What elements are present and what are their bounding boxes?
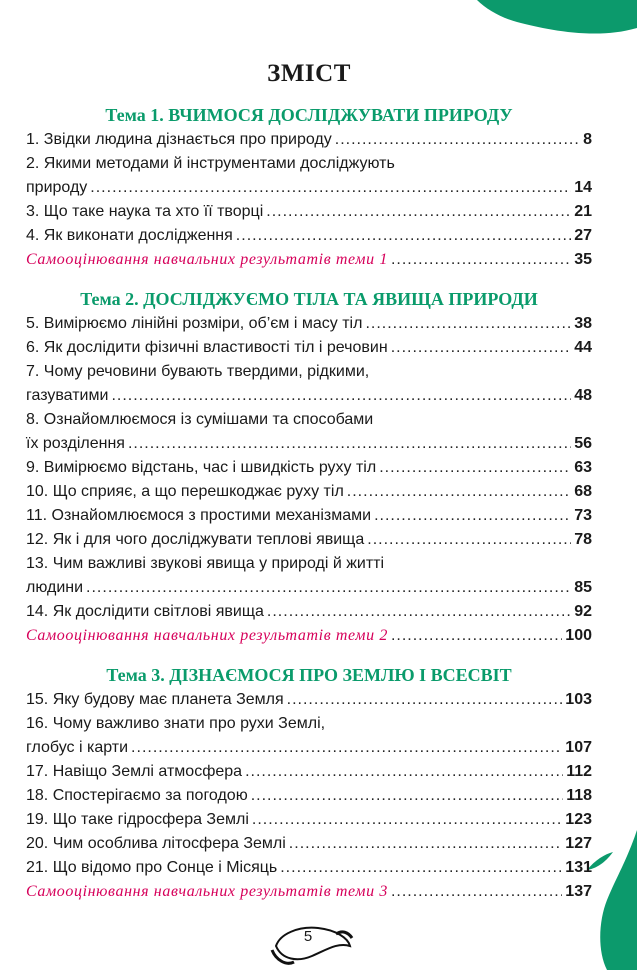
toc-entry-line <box>26 784 592 808</box>
self-assessment-page: 137 <box>565 883 592 900</box>
toc-entry[interactable] <box>26 760 592 784</box>
toc-entry-title: 14. Як дослідити світлові явища <box>26 603 264 620</box>
dot-leader <box>131 736 562 760</box>
toc-entry[interactable] <box>26 688 592 712</box>
toc-entry-title: 18. Спостерігаємо за погодою <box>26 787 248 804</box>
toc-section <box>26 103 592 272</box>
dot-leader <box>86 576 571 600</box>
toc-entry-line <box>26 760 592 784</box>
toc-entry-page: 68 <box>574 483 592 500</box>
toc-entry-line <box>26 336 592 360</box>
dot-leader <box>251 784 563 808</box>
toc-entry-page: 78 <box>574 531 592 548</box>
dot-leader <box>128 432 571 456</box>
dot-leader <box>367 528 571 552</box>
dot-leader <box>280 856 562 880</box>
toc-entry-page: 118 <box>566 787 592 804</box>
toc-entry-page: 21 <box>574 203 592 220</box>
toc-entry[interactable] <box>26 552 592 600</box>
toc-entry[interactable] <box>26 128 592 152</box>
page-title: ЗМІСТ <box>267 60 351 87</box>
toc-entry-title: 10. Що сприяє, а що перешкоджає руху тіл <box>26 483 344 500</box>
toc-entry[interactable] <box>26 504 592 528</box>
dot-leader <box>289 832 563 856</box>
toc-entry-line <box>26 456 592 480</box>
toc-entry-line <box>26 880 592 904</box>
dot-leader <box>365 312 571 336</box>
toc-entry-line <box>26 408 592 432</box>
toc-entry[interactable] <box>26 528 592 552</box>
toc-entry-title: 11. Ознайомлюємося з простими механізмами <box>26 507 372 524</box>
dot-leader <box>236 224 571 248</box>
toc-entry-line <box>26 832 592 856</box>
toc-entry[interactable] <box>26 600 592 624</box>
toc-entry-title: 2. Якими методами й інструментами досліджують <box>26 155 395 172</box>
toc-entry-page: 103 <box>565 691 592 708</box>
toc-entry-title: природу <box>26 179 88 196</box>
toc-entry[interactable] <box>26 312 592 336</box>
dot-leader <box>379 456 571 480</box>
toc-entry-title: 12. Як і для чого досліджувати теплові явища <box>26 531 365 548</box>
toc-entry-title: 9. Вимірюємо відстань, час і швидкість руху тіл <box>26 459 377 476</box>
toc-entry-line <box>26 224 592 248</box>
dot-leader <box>245 760 563 784</box>
toc-entry-title: 16. Чому важливо знати про рухи Землі, <box>26 715 326 732</box>
toc-entry-page: 123 <box>565 811 592 828</box>
toc-entry-line <box>26 528 592 552</box>
toc-entry-title: 6. Як дослідити фізичні властивості тіл і речовин <box>26 339 388 356</box>
dot-leader <box>391 624 562 648</box>
dot-leader <box>267 600 571 624</box>
page-number: 5 <box>303 928 313 945</box>
dot-leader <box>391 880 562 904</box>
toc-entry-title: 1. Звідки людина дізнається про природу <box>26 131 332 148</box>
toc-entry-line <box>26 384 592 408</box>
toc-entry-page: 56 <box>574 435 592 452</box>
toc-entry[interactable] <box>26 456 592 480</box>
dot-leader <box>335 128 580 152</box>
toc-entry-line <box>26 552 592 576</box>
toc-entry[interactable] <box>26 856 592 880</box>
toc-entry[interactable] <box>26 200 592 224</box>
toc-entry-title: газуватими <box>26 387 109 404</box>
toc-entry-line <box>26 312 592 336</box>
dot-leader <box>90 176 571 200</box>
toc-entry-line <box>26 504 592 528</box>
top-right-green-decoration <box>447 0 637 40</box>
toc-entry-page: 131 <box>565 859 592 876</box>
toc-entry[interactable] <box>26 360 592 408</box>
toc-entry-line <box>26 248 592 272</box>
toc-entry-title: 8. Ознайомлюємося із сумішами та способами <box>26 411 374 428</box>
toc-entry-title: 17. Навіщо Землі атмосфера <box>26 763 243 780</box>
toc-entry-line <box>26 200 592 224</box>
toc-entry-line <box>26 576 592 600</box>
dot-leader <box>391 336 572 360</box>
section-title: Тема 2. ДОСЛІДЖУЄМО ТІЛА ТА ЯВИЩА ПРИРОДИ <box>80 289 538 309</box>
toc-entry[interactable] <box>26 224 592 248</box>
toc-entry[interactable] <box>26 152 592 200</box>
toc-entry-title: 20. Чим особлива літосфера Землі <box>26 835 286 852</box>
self-assessment-entry[interactable] <box>26 880 592 904</box>
toc-entry-line <box>26 360 592 384</box>
toc-entry-title: 5. Вимірюємо лінійні розміри, об’єм і масу тіл <box>26 315 363 332</box>
toc-entry-page: 73 <box>574 507 592 524</box>
toc-entry-page: 92 <box>574 603 592 620</box>
toc-entry-title: 7. Чому речовини бувають твердими, рідкими, <box>26 363 370 380</box>
toc-entry-title: їх розділення <box>26 435 125 452</box>
toc-entry-title: 13. Чим важливі звукові явища у природі й житті <box>26 555 385 572</box>
dot-leader <box>391 248 571 272</box>
self-assessment-title: Самооцінювання навчальних результатів теми 1 <box>26 251 388 268</box>
dot-leader <box>347 480 571 504</box>
toc-entry-line <box>26 176 592 200</box>
toc-entry-line <box>26 600 592 624</box>
self-assessment-page: 35 <box>574 251 592 268</box>
toc-entry-page: 112 <box>566 763 592 780</box>
toc-entry-page: 44 <box>574 339 592 356</box>
toc-entry-line <box>26 736 592 760</box>
self-assessment-page: 100 <box>565 627 592 644</box>
toc-entry-line <box>26 688 592 712</box>
toc-entry-title: 3. Що таке наука та хто її творці <box>26 203 264 220</box>
toc-entry-title: глобус і карти <box>26 739 129 756</box>
toc-section <box>26 663 592 904</box>
dot-leader <box>111 384 571 408</box>
toc-entry-page: 27 <box>574 227 592 244</box>
toc-entry-line <box>26 152 592 176</box>
dot-leader <box>266 200 571 224</box>
toc-entry-page: 8 <box>583 131 592 148</box>
toc-entry-line <box>26 432 592 456</box>
toc-entry-title: людини <box>26 579 84 596</box>
toc-entry-title: 4. Як виконати дослідження <box>26 227 233 244</box>
toc-entry-page: 107 <box>565 739 592 756</box>
toc-entry-line <box>26 808 592 832</box>
toc-section <box>26 287 592 648</box>
toc-entry-line <box>26 712 592 736</box>
toc-entry-line <box>26 856 592 880</box>
toc-entry-page: 63 <box>574 459 592 476</box>
toc-entry[interactable] <box>26 712 592 760</box>
toc-entry-line <box>26 128 592 152</box>
dot-leader <box>374 504 571 528</box>
section-title: Тема 1. ВЧИМОСЯ ДОСЛІДЖУВАТИ ПРИРОДУ <box>105 105 513 125</box>
toc-entry[interactable] <box>26 808 592 832</box>
toc-entry-title: 15. Яку будову має планета Земля <box>26 691 284 708</box>
self-assessment-title: Самооцінювання навчальних результатів теми 3 <box>26 883 388 900</box>
toc-entry-line <box>26 480 592 504</box>
toc-entry-page: 14 <box>574 179 592 196</box>
toc-entry-page: 127 <box>565 835 592 852</box>
toc-entry[interactable] <box>26 408 592 456</box>
toc-entry[interactable] <box>26 480 592 504</box>
self-assessment-title: Самооцінювання навчальних результатів теми 2 <box>26 627 388 644</box>
self-assessment-entry[interactable] <box>26 248 592 272</box>
toc-entry-title: 19. Що таке гідросфера Землі <box>26 811 249 828</box>
toc-entry[interactable] <box>26 784 592 808</box>
toc-entry-line <box>26 624 592 648</box>
toc-entry-page: 48 <box>574 387 592 404</box>
dot-leader <box>287 688 563 712</box>
section-title: Тема 3. ДІЗНАЄМОСЯ ПРО ЗЕМЛЮ І ВСЕСВІТ <box>106 665 512 685</box>
self-assessment-entry[interactable] <box>26 624 592 648</box>
toc-entry-page: 38 <box>574 315 592 332</box>
toc-entry-page: 85 <box>574 579 592 596</box>
toc-entry-title: 21. Що відомо про Сонце і Місяць <box>26 859 278 876</box>
toc-entry[interactable] <box>26 336 592 360</box>
dot-leader <box>252 808 562 832</box>
toc-entry[interactable] <box>26 832 592 856</box>
